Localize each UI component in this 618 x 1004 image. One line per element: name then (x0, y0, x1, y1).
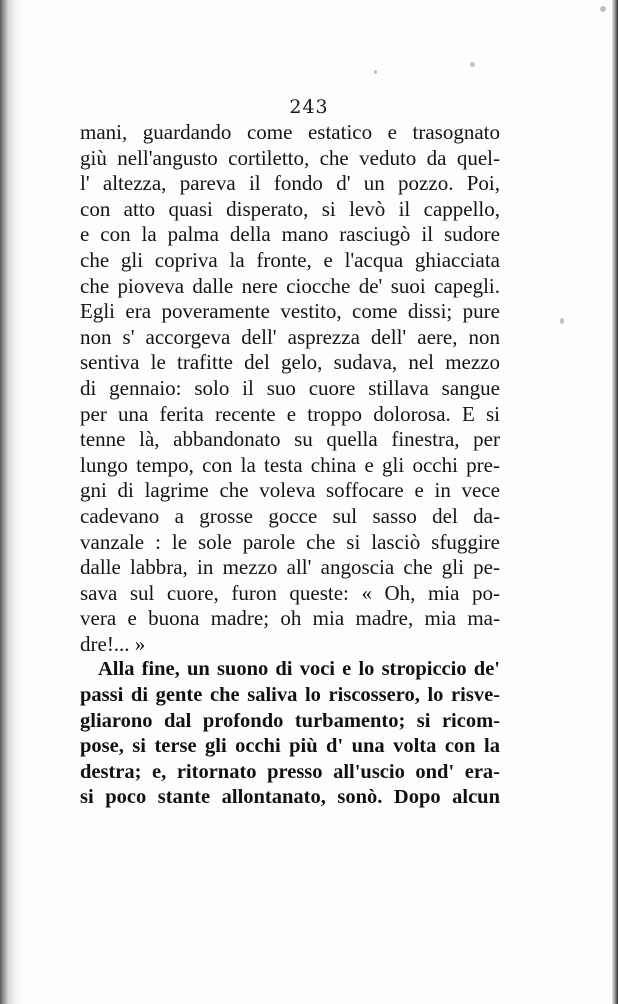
text-line: con atto quasi disperato, si levò il cappello, (80, 196, 500, 221)
paper-speck (600, 6, 606, 12)
text-line: lungo tempo, con la testa china e gli occhi pre- (80, 452, 500, 477)
text-line: di gennaio: solo il suo cuore stillava sangue (80, 375, 500, 400)
paper-speck (374, 70, 377, 74)
text-line: dre!... » (80, 631, 146, 656)
text-line: mani, guardando come estatico e trasognato (80, 120, 500, 144)
body-text (80, 120, 500, 811)
text-line: non s' accorgeva dell' asprezza dell' aere, non (80, 324, 500, 349)
text-line: per una ferita recente e troppo dolorosa. E si (80, 401, 500, 426)
text-line: destra; e, ritornato presso all'uscio ond' era- (80, 760, 500, 783)
text-line: sentiva le trafitte del gelo, sudava, nel mezzo (80, 350, 500, 375)
text-line: passi di gente che saliva lo riscossero, lo risve- (80, 684, 500, 707)
paragraph-1 (80, 120, 500, 657)
text-line: si poco stante allontanato, sonò. Dopo alcun (80, 786, 500, 809)
text-line: l' altezza, pareva il fondo d' un pozzo. Poi, (80, 171, 500, 196)
page-number: 243 (289, 96, 329, 118)
text-line: tenne là, abbandonato su quella finestra, per (80, 427, 500, 452)
text-line: cadevano a grosse gocce sul sasso del da- (80, 503, 500, 528)
text-line: vanzale : le sole parole che si lasciò sfuggire (80, 529, 500, 554)
paragraph-2 (80, 657, 500, 811)
page-binding-shadow (0, 0, 22, 1004)
paper-speck (470, 62, 475, 67)
text-line: gliarono dal profondo turbamento; si ricom- (80, 709, 500, 732)
text-line: e con la palma della mano rasciugò il sudore (80, 222, 500, 247)
paper-speck (560, 318, 564, 324)
text-line: che gli copriva la fronte, e l'acqua ghiacciata (80, 247, 500, 272)
text-line: gni di lagrime che voleva soffocare e in vece (80, 478, 500, 503)
text-line: che pioveva dalle nere ciocche de' suoi capegli. (80, 273, 500, 298)
text-line: vera e buona madre; oh mia madre, mia ma- (80, 606, 500, 631)
text-line: giù nell'angusto cortiletto, che veduto da quel- (80, 145, 500, 170)
text-line: pose, si terse gli occhi più d' una volta con la (80, 735, 500, 758)
page-edge-shadow (612, 0, 618, 1004)
text-line: Egli era poveramente vestito, come dissi; pure (80, 299, 500, 324)
text-line: dalle labbra, in mezzo all' angoscia che gli pe- (80, 555, 500, 580)
text-line: sava sul cuore, furon queste: « Oh, mia po- (80, 580, 500, 605)
text-line: Alla fine, un suono di voci e lo stropiccio de' (98, 658, 500, 681)
